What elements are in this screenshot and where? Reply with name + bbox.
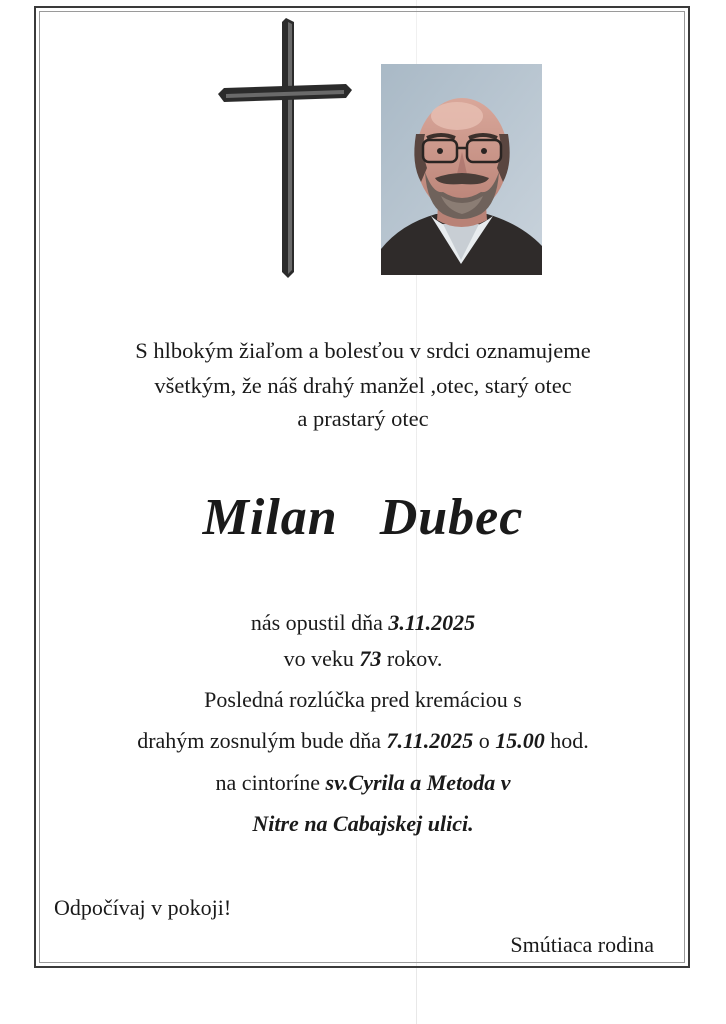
age-prefix: vo veku [283,646,354,671]
ceremony-date: 7.11.2025 [386,728,474,753]
deceased-name [40,488,686,547]
ceremony-prefix: drahým zosnulým bude dňa [137,728,381,753]
deceased-first-name: Milan [202,489,338,546]
ceremony-line [40,728,686,754]
ceremony-suffix: hod. [550,728,589,753]
intro-line-2: všetkým, že náš drahý manžel ,otec, starý otec [154,373,572,398]
location-line-2: Nitre na Cabajskej ulici. [252,811,474,836]
farewell-line: Posledná rozlúčka pred kremáciou s [204,687,522,712]
deceased-last-name: Dubec [379,489,524,546]
death-prefix: nás opustil dňa [250,610,383,635]
age-suffix: rokov. [386,646,443,671]
location-place-part1: sv.Cyrila a Metoda v [325,770,511,795]
cross-icon [216,16,352,278]
death-date: 3.11.2025 [388,610,476,635]
ceremony-connector: o [478,728,490,753]
signature: Smútiaca rodina [510,932,654,957]
intro-line-3: a prastarý otec [297,406,429,431]
portrait-photo [381,64,542,275]
death-date-line [40,610,686,636]
location-prefix: na cintoríne [215,770,321,795]
closing-phrase: Odpočívaj v pokoji! [54,895,232,920]
intro-line-1: S hlbokým žiaľom a bolesťou v srdci oznamujeme [135,338,591,363]
location-line-1 [40,770,686,796]
ceremony-time: 15.00 [495,728,545,753]
age-value: 73 [359,646,382,671]
age-line [40,646,686,672]
